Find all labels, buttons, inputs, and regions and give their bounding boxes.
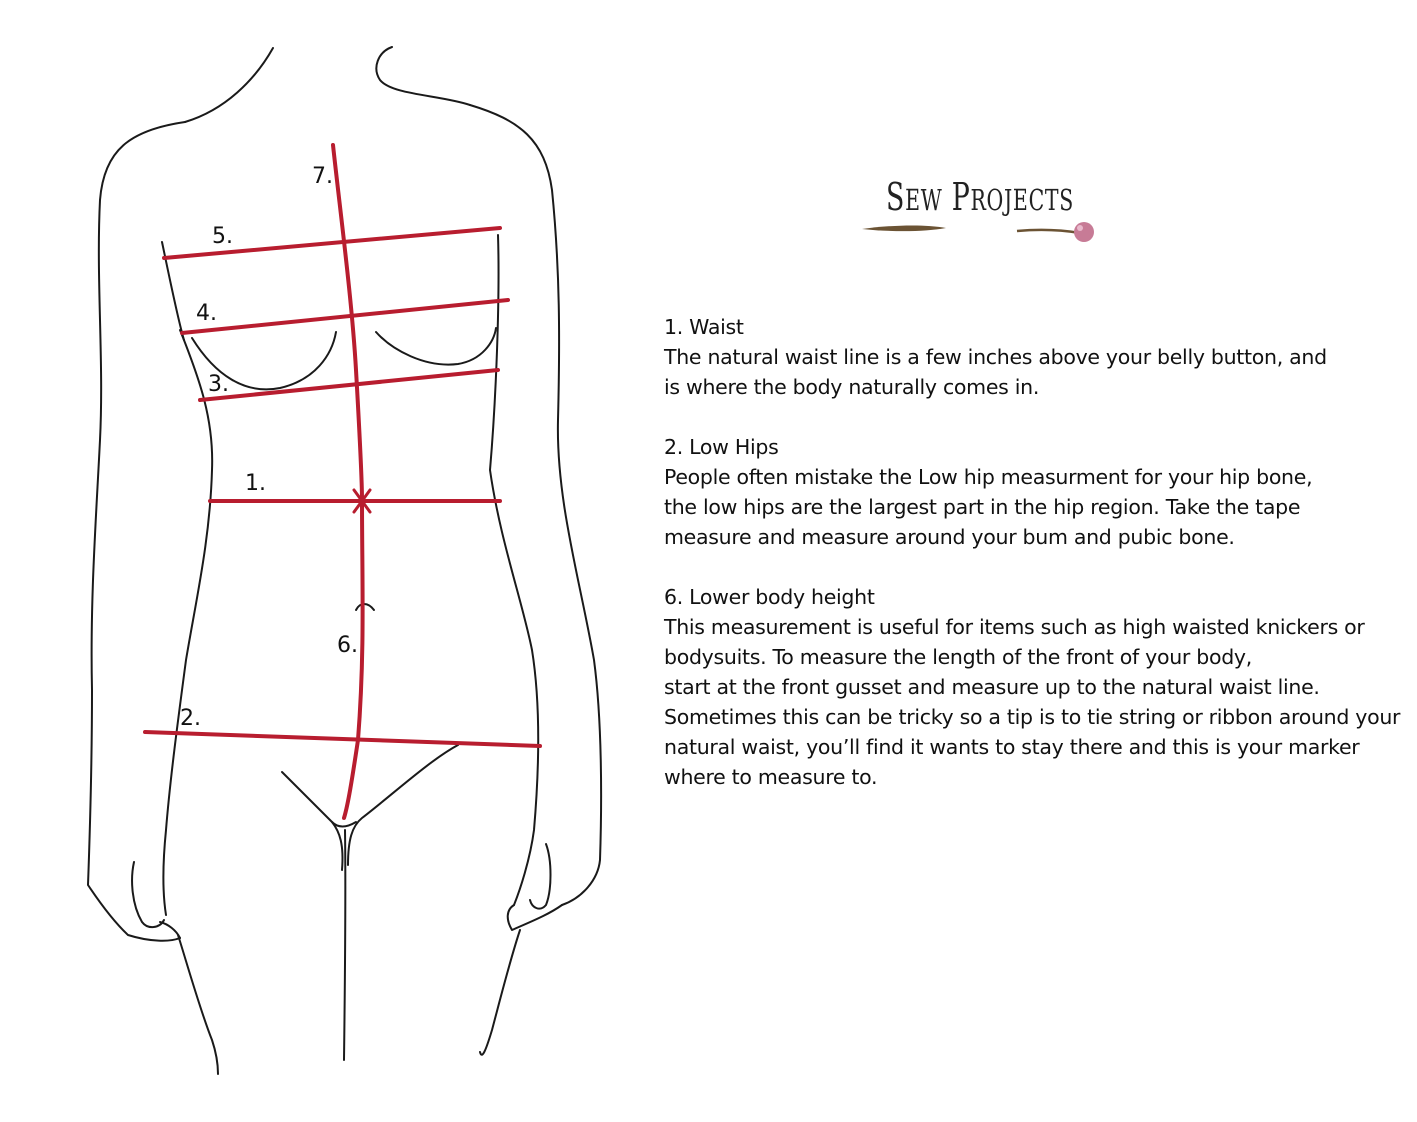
brand-name: SEW PROJECTS (886, 175, 1118, 219)
instruction-line: bodysuits. To measure the length of the front of your body, (664, 645, 1252, 669)
left-arm-outer (88, 122, 185, 941)
pin-shaft-icon (1017, 230, 1080, 233)
body-outline (88, 47, 601, 1074)
left-arm-inner (163, 330, 212, 915)
instruction-line: natural waist, you’ll find it wants to stay there and this is your marker (664, 735, 1360, 759)
instructions-panel (664, 312, 1401, 822)
pin-head-icon (1074, 222, 1094, 242)
brand-logo (862, 175, 1118, 242)
label-2: 2. (180, 706, 201, 731)
pin-head-highlight (1077, 225, 1083, 231)
label-3: 3. (208, 372, 229, 397)
instruction-line: is where the body naturally comes in. (664, 375, 1040, 399)
left-leg-outer (178, 935, 218, 1074)
navel (356, 604, 374, 610)
instruction-line: People often mistake the Low hip measurment for your hip bone, (664, 465, 1313, 489)
right-arm-outer (470, 105, 601, 905)
instruction-line: The natural waist line is a few inches above your belly button, and (664, 345, 1327, 369)
instruction-line: This measurement is useful for items such as high waisted knickers or (664, 615, 1365, 639)
right-breast (376, 328, 496, 365)
instruction-title: 1. Waist (664, 315, 744, 339)
needle-left-icon (862, 225, 946, 231)
right-leg-outer (480, 930, 520, 1055)
instruction-line: start at the front gusset and measure up to the natural waist line. (664, 675, 1320, 699)
label-7: 7. (312, 164, 333, 189)
right-hand (508, 844, 562, 930)
center-leg-line (344, 830, 345, 1060)
instruction-line: measure and measure around your bum and pubic bone. (664, 525, 1235, 549)
measure-line-2 (145, 732, 540, 746)
instruction-line: Sometimes this can be tricky so a tip is to tie string or ribbon around your (664, 705, 1401, 729)
instruction-lower-body-height (664, 582, 1401, 792)
instruction-waist (664, 312, 1384, 402)
right-inner-thigh (348, 745, 458, 865)
right-arm-inner (490, 235, 538, 905)
measure-line-7 (333, 145, 363, 818)
instruction-line: the low hips are the largest part in the hip region. Take the tape (664, 495, 1301, 519)
instruction-low-hips (664, 432, 1384, 552)
label-5: 5. (212, 224, 233, 249)
measurement-lines (145, 145, 540, 818)
instruction-title: 2. Low Hips (664, 435, 779, 459)
instruction-line: where to measure to. (664, 765, 878, 789)
neck-right (376, 47, 470, 105)
label-4: 4. (196, 301, 217, 326)
measure-line-4 (182, 300, 508, 333)
left-inner-thigh (282, 772, 343, 870)
label-1: 1. (245, 471, 266, 496)
neck-left (185, 48, 273, 122)
instruction-title: 6. Lower body height (664, 585, 875, 609)
crotch (332, 822, 356, 827)
label-6: 6. (337, 633, 358, 658)
left-hand (132, 862, 180, 938)
